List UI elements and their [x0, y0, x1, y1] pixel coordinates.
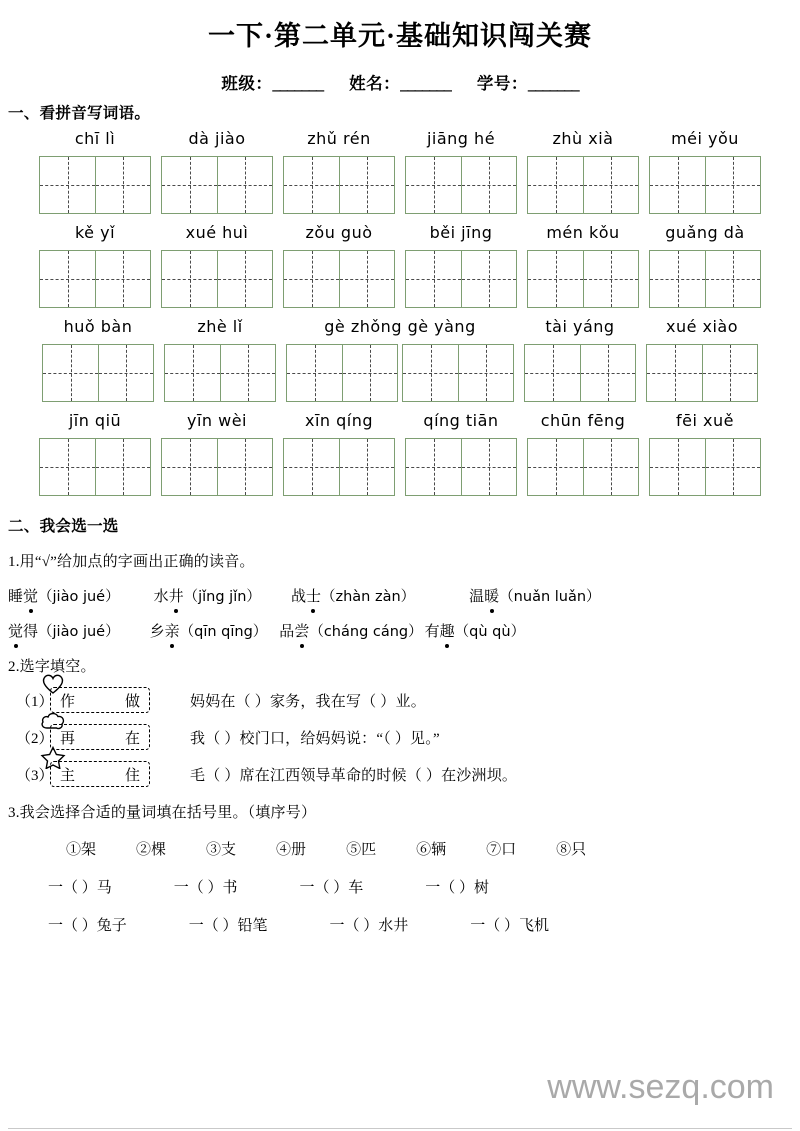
tianzige-group [649, 156, 761, 214]
pinyin-word-cell [527, 129, 639, 214]
dotted-char: 士 [306, 585, 321, 606]
character-fill-block [0, 687, 800, 787]
pinyin-row [0, 129, 800, 214]
tianzige-group [283, 156, 395, 214]
pronunciation-options[interactable]: （cháng cáng） [309, 624, 423, 640]
word-char: 有 [424, 624, 440, 640]
word-char: 睡 [8, 589, 24, 605]
tianzige-group [527, 156, 639, 214]
question-2-1-prompt: 1.用“√”给加点的字画出正确的读音。 [8, 554, 255, 570]
tianzige-grid[interactable] [161, 438, 273, 496]
tianzige-cell[interactable] [406, 439, 461, 495]
tianzige-grid[interactable] [283, 438, 395, 496]
class-label: 班级： [221, 74, 273, 93]
pinyin-word-cell [527, 411, 639, 496]
measure-word-blank-item[interactable]: 一（ ）马 [48, 880, 112, 896]
tianzige-grid[interactable] [164, 344, 276, 402]
tianzige-cell[interactable] [705, 251, 760, 307]
tianzige-group [405, 156, 517, 214]
tianzige-grid[interactable] [405, 250, 517, 308]
dotted-char: 尝 [294, 620, 309, 641]
pinyin-label: dà jiào [188, 129, 246, 148]
word-char: 温 [469, 589, 485, 605]
pronunciation-item[interactable] [425, 620, 525, 641]
dotted-char: 趣 [440, 620, 455, 641]
measure-word-blank-item[interactable]: 一（ ）水井 [329, 918, 409, 934]
tianzige-group [646, 344, 758, 402]
measure-word-option[interactable]: ⑥辆 [416, 842, 447, 858]
student-info-line [0, 70, 800, 94]
char-option-a[interactable]: 主 [60, 767, 76, 784]
name-label: 姓名： [349, 74, 401, 93]
word-char: 得 [23, 624, 39, 640]
pinyin-word-cell [286, 317, 514, 402]
pronunciation-item[interactable] [8, 585, 120, 606]
tianzige-group [649, 250, 761, 308]
pinyin-label: yīn wèi [186, 411, 247, 430]
character-fill-row [0, 761, 800, 787]
tianzige-cell[interactable] [528, 439, 583, 495]
tianzige-group [524, 344, 636, 402]
char-option-a[interactable]: 作 [60, 693, 76, 710]
tianzige-cell[interactable] [162, 251, 217, 307]
student-number-field[interactable] [477, 70, 579, 94]
tianzige-cell[interactable] [40, 157, 95, 213]
measure-word-option[interactable]: ③支 [206, 842, 237, 858]
question-2-2-prompt: 2.选字填空。 [8, 659, 96, 675]
tianzige-cell[interactable] [403, 345, 458, 401]
pinyin-word-cell [161, 411, 273, 496]
item-number: （3） [16, 767, 54, 784]
char-option-b[interactable]: 做 [124, 693, 140, 710]
tianzige-cell[interactable] [580, 345, 635, 401]
tianzige-cell[interactable] [217, 157, 272, 213]
char-choice-box[interactable] [50, 761, 150, 787]
tianzige-cell[interactable] [406, 157, 461, 213]
tianzige-cell[interactable] [650, 157, 705, 213]
pinyin-word-cell [164, 317, 276, 402]
question-2-3-prompt: 3.我会选择合适的量词填在括号里。（填序号） [8, 805, 317, 821]
tianzige-cell[interactable] [647, 345, 702, 401]
bottom-divider [8, 1128, 792, 1129]
tianzige-group [164, 344, 276, 402]
word-char: 乡 [149, 624, 165, 640]
pinyin-label: fēi xuě [676, 411, 734, 430]
pinyin-word-cell [39, 223, 151, 308]
tianzige-grid[interactable] [39, 250, 151, 308]
tianzige-cell[interactable] [528, 251, 583, 307]
pinyin-word-cell [39, 411, 151, 496]
pronunciation-item[interactable] [150, 620, 268, 641]
char-option-a[interactable]: 再 [60, 730, 76, 747]
tianzige-cell[interactable] [98, 345, 153, 401]
tianzige-cell[interactable] [339, 439, 394, 495]
tianzige-grid[interactable] [405, 156, 517, 214]
character-fill-row [0, 687, 800, 713]
pinyin-label: jīn qiū [68, 411, 122, 430]
tianzige-grid[interactable] [527, 156, 639, 214]
tianzige-group [161, 438, 273, 496]
pinyin-word-cell [283, 223, 395, 308]
pinyin-label: zhǔ rén [307, 129, 371, 148]
pinyin-word-cell [649, 129, 761, 214]
tianzige-cell[interactable] [95, 251, 150, 307]
tianzige-grid[interactable] [649, 156, 761, 214]
dotted-char: 觉 [8, 620, 23, 641]
measure-word-blank-item[interactable]: 一（ ）兔子 [48, 918, 127, 934]
tianzige-cell[interactable] [583, 251, 638, 307]
pinyin-row [0, 223, 800, 308]
tianzige-grid[interactable] [283, 156, 395, 214]
pronunciation-item[interactable] [279, 620, 422, 641]
tianzige-cell[interactable] [40, 439, 95, 495]
pronunciation-row [0, 620, 800, 641]
pinyin-word-cell [283, 411, 395, 496]
measure-word-option[interactable]: ②棵 [136, 842, 167, 858]
tianzige-grid[interactable] [527, 438, 639, 496]
pinyin-word-cell [39, 129, 151, 214]
tianzige-grid[interactable] [39, 438, 151, 496]
measure-word-options [0, 838, 800, 859]
tianzige-cell[interactable] [284, 251, 339, 307]
pinyin-label: jiāng hé [426, 129, 496, 148]
tianzige-cell[interactable] [40, 251, 95, 307]
tianzige-grid[interactable] [649, 438, 761, 496]
pinyin-word-cell [649, 223, 761, 308]
tianzige-group [649, 438, 761, 496]
tianzige-group [405, 438, 517, 496]
pinyin-word-cell [283, 129, 395, 214]
name-field[interactable] [349, 70, 451, 94]
tianzige-cell[interactable] [217, 439, 272, 495]
pinyin-label: tài yáng [545, 317, 615, 336]
measure-word-row [0, 914, 800, 935]
measure-word-block [0, 838, 800, 935]
tianzige-group [527, 250, 639, 308]
tianzige-grid[interactable] [161, 250, 273, 308]
watermark: www.sezq.com [547, 1068, 774, 1106]
pinyin-writing-block [0, 129, 800, 496]
tianzige-cell[interactable] [528, 157, 583, 213]
tianzige-cell[interactable] [705, 157, 760, 213]
tianzige-group [527, 438, 639, 496]
measure-word-blank-item[interactable]: 一（ ）书 [173, 880, 238, 896]
word-char: 战 [290, 589, 306, 605]
pinyin-word-cell [646, 317, 758, 402]
pinyin-word-cell [405, 223, 517, 308]
pronunciation-item[interactable] [291, 585, 415, 606]
tianzige-grid[interactable] [646, 344, 758, 402]
dotted-char: 觉 [23, 585, 38, 606]
dotted-char: 井 [169, 585, 184, 606]
char-option-b[interactable]: 在 [124, 730, 140, 747]
pinyin-label: méi yǒu [671, 129, 739, 148]
pinyin-label: xīn qíng [304, 411, 374, 430]
pinyin-word-cell [649, 411, 761, 496]
tianzige-group [39, 250, 151, 308]
tianzige-cell[interactable] [220, 345, 275, 401]
pinyin-label: zǒu guò [305, 223, 373, 242]
student-number-blank[interactable]: _______ [527, 74, 579, 93]
page-title: 一下·第二单元·基础知识闯关赛 [207, 21, 592, 51]
pronunciation-item[interactable] [8, 620, 120, 641]
pronunciation-options[interactable]: （qù qù） [454, 624, 526, 640]
pinyin-word-cell [161, 129, 273, 214]
tianzige-cell[interactable] [583, 157, 638, 213]
pronunciation-row [0, 585, 800, 606]
measure-word-blank-item[interactable]: 一（ ）车 [299, 880, 364, 896]
word-char: 水 [153, 589, 169, 605]
pinyin-word-cell [42, 317, 154, 402]
section-2-heading: 二、我会选一选 [8, 518, 119, 535]
name-blank[interactable]: _______ [400, 74, 451, 93]
measure-word-option[interactable]: ①架 [66, 842, 97, 858]
pinyin-word-cell [405, 411, 517, 496]
pinyin-label: zhè lǐ [197, 317, 243, 336]
tianzige-cell[interactable] [458, 345, 513, 401]
pinyin-label: xué xiào [665, 317, 739, 336]
tianzige-cell[interactable] [339, 157, 394, 213]
tianzige-cell[interactable] [287, 345, 342, 401]
tianzige-cell[interactable] [583, 439, 638, 495]
pronunciation-choice-block [0, 585, 800, 641]
tianzige-cell[interactable] [162, 157, 217, 213]
dotted-char: 亲 [165, 620, 180, 641]
tianzige-group [405, 250, 517, 308]
pronunciation-options[interactable]: （nuǎn luǎn） [499, 589, 601, 605]
tianzige-cell[interactable] [165, 345, 220, 401]
pinyin-word-cell [405, 129, 517, 214]
pinyin-label: mén kǒu [546, 223, 620, 242]
tianzige-grid[interactable] [405, 438, 517, 496]
tianzige-grid[interactable] [402, 344, 514, 402]
heart-icon [39, 671, 67, 695]
pronunciation-item[interactable] [154, 585, 261, 606]
measure-word-blank-item[interactable]: 一（ ）树 [425, 880, 490, 896]
class-field[interactable] [221, 70, 323, 94]
tianzige-cell[interactable] [650, 439, 705, 495]
tianzige-group [39, 438, 151, 496]
tianzige-cell[interactable] [461, 157, 516, 213]
tianzige-group [39, 156, 151, 214]
pinyin-word-cell [524, 317, 636, 402]
pinyin-label: qíng tiān [423, 411, 499, 430]
tianzige-cell[interactable] [461, 439, 516, 495]
pinyin-label: huǒ bàn [63, 317, 133, 336]
tianzige-cell[interactable] [162, 439, 217, 495]
tianzige-grid[interactable] [527, 250, 639, 308]
tianzige-cell[interactable] [705, 439, 760, 495]
measure-word-option[interactable]: ⑦口 [486, 842, 517, 858]
pinyin-row [0, 317, 800, 402]
pronunciation-options[interactable]: （jiào jué） [38, 624, 120, 640]
fill-sentence[interactable]: 我（ ）校门口，给妈妈说：“（ ）见。” [190, 730, 440, 747]
tianzige-group [161, 156, 273, 214]
tianzige-cell[interactable] [461, 251, 516, 307]
measure-word-option[interactable]: ④册 [276, 842, 307, 858]
measure-word-option[interactable]: ⑤匹 [346, 842, 377, 858]
tianzige-grid[interactable] [286, 344, 398, 402]
item-number: （1） [16, 693, 54, 710]
pinyin-label: gè zhǒng gè yàng [324, 317, 476, 336]
measure-word-blank-item[interactable]: 一（ ）飞机 [470, 918, 550, 934]
pronunciation-options[interactable]: （jǐng jǐn） [183, 589, 261, 605]
measure-word-blank-item[interactable]: 一（ ）铅笔 [188, 918, 268, 934]
tianzige-grid[interactable] [42, 344, 154, 402]
tianzige-cell[interactable] [650, 251, 705, 307]
tianzige-group [42, 344, 154, 402]
tianzige-cell[interactable] [217, 251, 272, 307]
tianzige-grid[interactable] [161, 156, 273, 214]
class-blank[interactable]: _______ [272, 74, 324, 93]
cloud-icon [39, 708, 67, 732]
pinyin-label: xué huì [185, 223, 249, 242]
tianzige-group [286, 344, 514, 402]
tianzige-group [283, 438, 395, 496]
tianzige-cell[interactable] [339, 251, 394, 307]
tianzige-cell[interactable] [284, 157, 339, 213]
tianzige-grid[interactable] [524, 344, 636, 402]
tianzige-grid[interactable] [39, 156, 151, 214]
tianzige-cell[interactable] [284, 439, 339, 495]
tianzige-cell[interactable] [525, 345, 580, 401]
fill-sentence[interactable]: 妈妈在（ ）家务，我在写（ ）业。 [190, 693, 426, 710]
item-number: （2） [16, 730, 54, 747]
pinyin-label: chūn fēng [540, 411, 626, 430]
word-char: 品 [279, 624, 295, 640]
tianzige-cell[interactable] [342, 345, 397, 401]
pronunciation-options[interactable]: （jiào jué） [38, 589, 120, 605]
char-option-b[interactable]: 住 [124, 767, 140, 784]
pinyin-label: kě yǐ [74, 223, 116, 242]
tianzige-grid[interactable] [649, 250, 761, 308]
pinyin-word-cell [527, 223, 639, 308]
tianzige-group [161, 250, 273, 308]
pinyin-label: běi jīng [429, 223, 493, 242]
fill-sentence[interactable]: 毛（ ）席在江西领导革命的时候（ ）在沙洲坝。 [190, 767, 518, 784]
dotted-char: 暖 [484, 585, 499, 606]
pronunciation-options[interactable]: （qīn qīng） [179, 624, 268, 640]
pinyin-label: guǎng dà [665, 223, 745, 242]
tianzige-cell[interactable] [95, 157, 150, 213]
tianzige-cell[interactable] [43, 345, 98, 401]
measure-word-row [0, 876, 800, 897]
star-icon [39, 745, 67, 769]
pronunciation-options[interactable]: （zhàn zàn） [320, 589, 416, 605]
tianzige-group [283, 250, 395, 308]
tianzige-cell[interactable] [702, 345, 757, 401]
tianzige-cell[interactable] [406, 251, 461, 307]
tianzige-cell[interactable] [95, 439, 150, 495]
pronunciation-item[interactable] [469, 585, 600, 606]
pinyin-label: chī lì [74, 129, 116, 148]
section-1-heading: 一、看拼音写词语。 [8, 105, 151, 122]
pinyin-row [0, 411, 800, 496]
measure-word-option[interactable]: ⑧只 [556, 842, 587, 858]
tianzige-grid[interactable] [283, 250, 395, 308]
pinyin-label: zhù xià [552, 129, 614, 148]
pinyin-word-cell [161, 223, 273, 308]
student-number-label: 学号： [476, 74, 528, 93]
character-fill-row [0, 724, 800, 750]
